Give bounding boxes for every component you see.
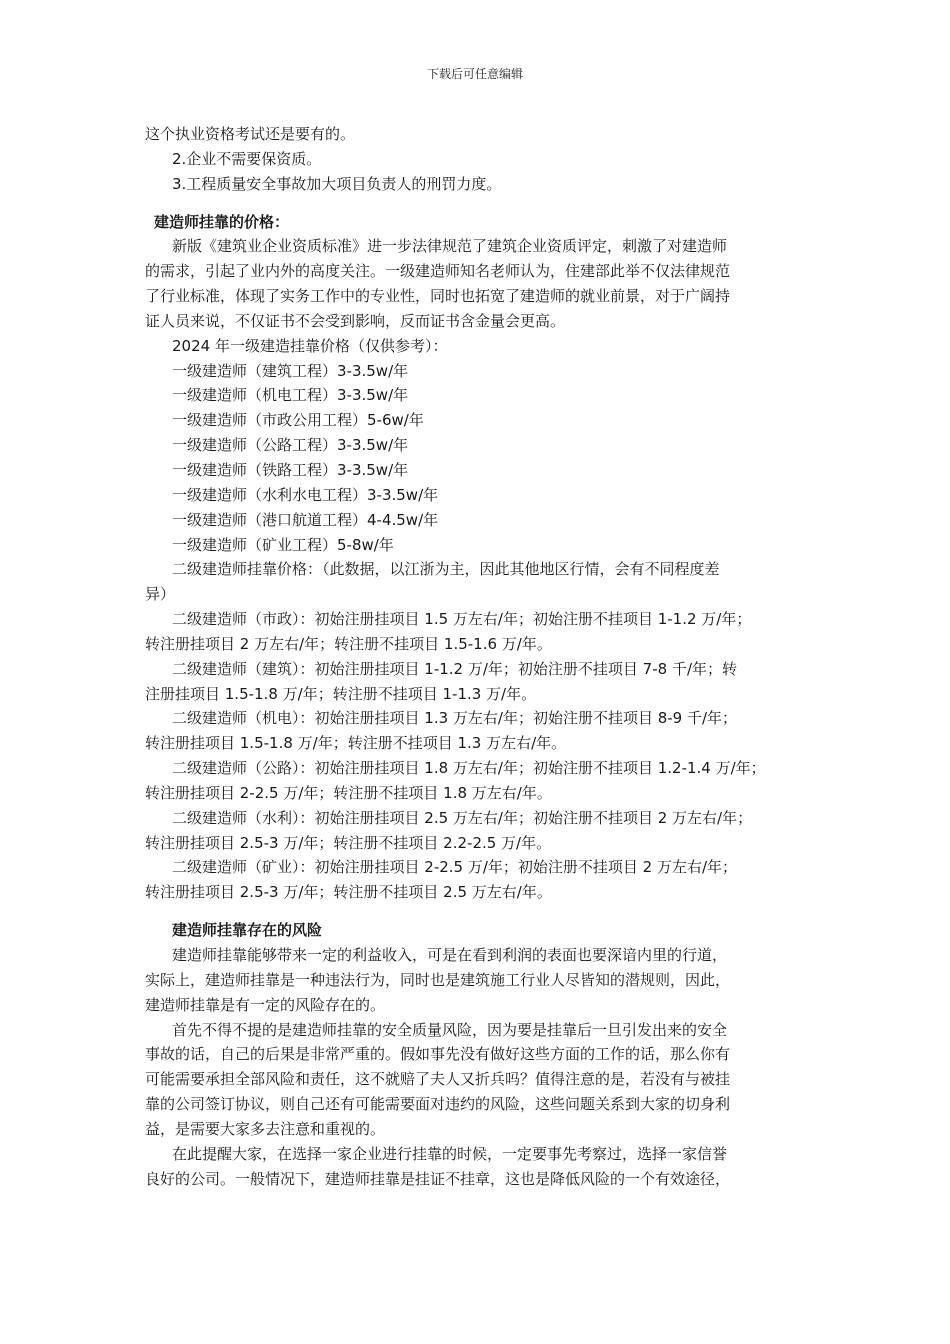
level1-price-item: 一级建造师（公路工程）3-3.5w/年 [172, 436, 409, 455]
level1-price-item: 一级建造师（建筑工程）3-3.5w/年 [172, 361, 409, 380]
paragraph-line: 建造师挂靠是有一定的风险存在的。 [145, 995, 386, 1014]
paragraph-line: 这个执业资格考试还是要有的。 [145, 125, 356, 143]
page-header: 下载后可任意编辑 [426, 67, 523, 81]
paragraph-line: 了行业标准，体现了实务工作中的专业性，同时也拓宽了建造师的就业前景，对于广阔持 [145, 287, 731, 306]
paragraph-line: 新版《建筑业企业资质标准》进一步法律规范了建筑企业资质评定，刺激了对建造师 [172, 237, 728, 256]
document-body [145, 122, 817, 1191]
level2-price-item: 转注册挂项目 2.5-3 万/年；转注册不挂项目 2.5 万左右/年。 [145, 883, 552, 902]
level2-price-item: 注册挂项目 1.5-1.8 万/年；转注册不挂项目 1-1.3 万/年。 [145, 684, 537, 703]
level2-price-item: 二级建造师（市政）：初始注册挂项目 1.5 万左右/年；初始注册不挂项目 1-1.2 万/年； [172, 610, 752, 629]
paragraph-line: 建造师挂靠能够带来一定的利益收入，可是在看到利润的表面也要深谙内里的行道， [172, 946, 728, 964]
level1-price-title: 2024 年一级建造挂靠价格（仅供参考）： [172, 336, 448, 355]
paragraph-line: 可能需要承担全部风险和责任，这不就赔了夫人又折兵吗？值得注意的是，若没有与被挂 [145, 1070, 731, 1089]
list-item: 2.企业不需要保资质。 [172, 149, 322, 168]
paragraph-line: 事故的话，自己的后果是非常严重的。假如事先没有做好这些方面的工作的话，那么你有 [145, 1045, 731, 1064]
list-item: 3.工程质量安全事故加大项目负责人的刑罚力度。 [172, 174, 502, 193]
section-heading-risk: 建造师挂靠存在的风险 [172, 921, 323, 940]
level1-price-item: 一级建造师（市政公用工程）5-6w/年 [172, 411, 424, 430]
level2-price-title: 异） [145, 585, 176, 604]
level1-price-item: 一级建造师（矿业工程）5-8w/年 [172, 535, 394, 554]
level1-price-item: 一级建造师（港口航道工程）4-4.5w/年 [172, 510, 439, 529]
paragraph-line: 的需求，引起了业内外的高度关注。一级建造师知名老师认为，住建部此举不仅法律规范 [145, 262, 731, 281]
level2-price-item: 转注册挂项目 2 万左右/年；转注册不挂项目 1.5-1.6 万/年。 [145, 634, 552, 653]
paragraph-line: 首先不得不提的是建造师挂靠的安全质量风险，因为要是挂靠后一旦引发出来的安全 [172, 1020, 728, 1039]
paragraph-line: 在此提醒大家，在选择一家企业进行挂靠的时候，一定要事先考察过，选择一家信誉 [172, 1144, 728, 1163]
paragraph-line: 良好的公司。一般情况下，建造师挂靠是挂证不挂章，这也是降低风险的一个有效途径， [145, 1169, 731, 1188]
level2-price-item: 转注册挂项目 2-2.5 万/年；转注册不挂项目 1.8 万左右/年。 [145, 783, 552, 802]
paragraph-line: 实际上，建造师挂靠是一种违法行为，同时也是建筑施工行业人尽皆知的潜规则，因此， [145, 970, 731, 989]
paragraph-line: 证人员来说，不仅证书不会受到影响，反而证书含金量会更高。 [145, 311, 566, 330]
paragraph-line: 益，是需要大家多去注意和重视的。 [145, 1119, 386, 1138]
level2-price-item: 二级建造师（机电）：初始注册挂项目 1.3 万左右/年；初始注册不挂项目 8-9 千/年； [172, 709, 738, 728]
level2-price-item: 二级建造师（建筑）：初始注册挂项目 1-1.2 万/年；初始注册不挂项目 7-8 千/年；转 [172, 659, 737, 678]
level2-price-item: 二级建造师（矿业）：初始注册挂项目 2-2.5 万/年；初始注册不挂项目 2 万左右/年； [172, 858, 738, 877]
level2-price-item: 二级建造师（公路）：初始注册挂项目 1.8 万左右/年；初始注册不挂项目 1.2-1.4 万/年； [172, 759, 766, 778]
level2-price-item: 转注册挂项目 1.5-1.8 万/年；转注册不挂项目 1.3 万左右/年。 [145, 734, 567, 753]
level2-price-item: 二级建造师（水利）：初始注册挂项目 2.5 万左右/年；初始注册不挂项目 2 万左右/年； [172, 808, 753, 827]
level1-price-item: 一级建造师（铁路工程）3-3.5w/年 [172, 460, 409, 479]
level2-price-title: 二级建造师挂靠价格：（此数据，以江浙为主，因此其他地区行情，会有不同程度差 [172, 560, 720, 579]
level1-price-item: 一级建造师（水利水电工程）3-3.5w/年 [172, 485, 439, 504]
section-heading-price: 建造师挂靠的价格： [154, 212, 290, 231]
level1-price-item: 一级建造师（机电工程）3-3.5w/年 [172, 386, 409, 405]
level2-price-item: 转注册挂项目 2.5-3 万/年；转注册不挂项目 2.2-2.5 万/年。 [145, 833, 552, 852]
paragraph-line: 靠的公司签订协议，则自己还有可能需要面对违约的风险，这些问题关系到大家的切身利 [145, 1095, 731, 1114]
